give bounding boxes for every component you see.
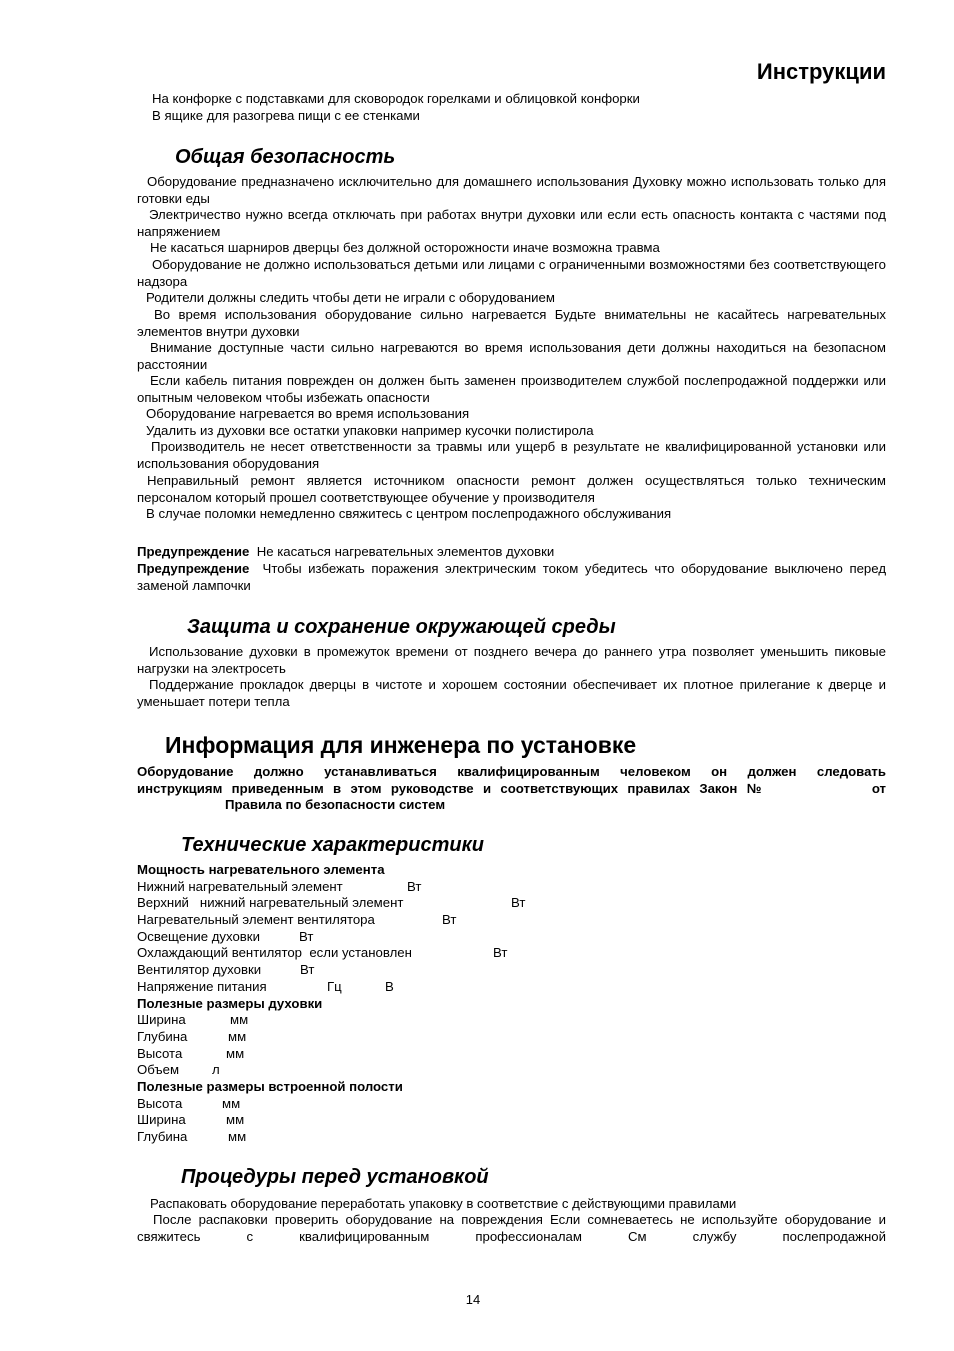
procedures-heading: Процедуры перед установкой bbox=[181, 1166, 489, 1188]
safety-item-4: Оборудование не должно использоваться детьми или лицами с ограниченными возможностями без соответствующего надзора bbox=[137, 257, 886, 289]
intro-line-1: На конфорке с подставками для сковородок горелками и облицовкой конфорки bbox=[152, 91, 640, 106]
intro-line-2: В ящике для разогрева пищи с ее стенками bbox=[152, 108, 420, 123]
specs-heading: Технические характеристики bbox=[181, 834, 484, 856]
safety-item-11: Производитель не несет ответственности за травмы или ущерб в результате не квалифицированной установки или использования оборудования bbox=[137, 439, 886, 471]
safety-heading: Общая безопасность bbox=[175, 146, 396, 168]
safety-item-2: Электричество нужно всегда отключать при работах внутри духовки или если есть опасность контакта с частями под напряжением bbox=[137, 207, 886, 239]
page-number: 14 bbox=[465, 1292, 481, 1307]
safety-item-3: Не касаться шарниров дверцы без должной осторожности иначе возможна травма bbox=[150, 240, 660, 255]
safety-item-1: Оборудование предназначено исключительно для домашнего использования Духовку можно использовать только для готовки еды bbox=[137, 174, 886, 206]
procedures-item-2: После распаковки проверить оборудование на повреждения Если сомневаетесь не используйте оборудование и свяжитесь с квалифицированным профессионалам См службу послепродажной bbox=[137, 1212, 886, 1244]
safety-item-5: Родители должны следить чтобы дети не играли с оборудованием bbox=[146, 290, 555, 305]
page-header-title: Инструкции bbox=[756, 59, 886, 84]
environment-item-2: Поддержание прокладок дверцы в чистоте и хорошем состоянии обеспечивает их плотное прилегание к дверце и уменьшает потери тепла bbox=[137, 677, 886, 709]
safety-item-6: Во время использования оборудование сильно нагревается Будьте внимательны не касайтесь нагревательных элементов внутри духовки bbox=[137, 307, 886, 339]
installer-line-3: Правила по безопасности систем bbox=[225, 797, 446, 813]
installer-line-1: Оборудование должно устанавливаться квалифицированным человеком он должен следовать bbox=[137, 764, 886, 779]
installer-heading: Информация для инженера по установке bbox=[165, 732, 637, 758]
environment-item-1: Использование духовки в промежуток времени от позднего вечера до раннего утра позволяет уменьшить пиковые нагрузки на электросеть bbox=[137, 644, 886, 676]
environment-heading: Защита и сохранение окружающей среды bbox=[187, 616, 616, 638]
safety-item-12: Неправильный ремонт является источником опасности ремонт должен осуществляться только техническим персоналом который прошел соответствующее обучение у производителя bbox=[137, 473, 886, 505]
safety-item-7: Внимание доступные части сильно нагреваются во время использования дети должны находиться на безопасном расстоянии bbox=[137, 340, 886, 372]
warning-label: Предупреждение bbox=[137, 561, 250, 576]
installer-text bbox=[137, 764, 886, 814]
safety-item-8: Если кабель питания поврежден он должен быть заменен производителем службой послепродажной поддержки или опытным человеком чтобы избежать опасности bbox=[137, 373, 886, 405]
warning-1: Предупреждение Не касаться нагревательных элементов духовки bbox=[137, 544, 555, 559]
installer-line-2: инструкциям приведенным в этом руководстве и соответствующих правилах Закон № bbox=[137, 780, 762, 796]
safety-item-9: Оборудование нагревается во время использования bbox=[146, 406, 470, 421]
warning-label: Предупреждение bbox=[137, 544, 250, 559]
procedures-item-1: Распаковать оборудование переработать упаковку в соответствие с действующими правилами bbox=[150, 1196, 737, 1211]
safety-item-13: В случае поломки немедленно свяжитесь с центром послепродажного обслуживания bbox=[146, 506, 672, 521]
installer-line-2-end: от bbox=[871, 780, 886, 796]
warning-2: Предупреждение Чтобы избежать поражения электрическим током убедитесь что оборудование выключено перед заменой лампочки bbox=[137, 561, 887, 593]
safety-item-10: Удалить из духовки все остатки упаковки например кусочки полистирола bbox=[146, 423, 594, 438]
